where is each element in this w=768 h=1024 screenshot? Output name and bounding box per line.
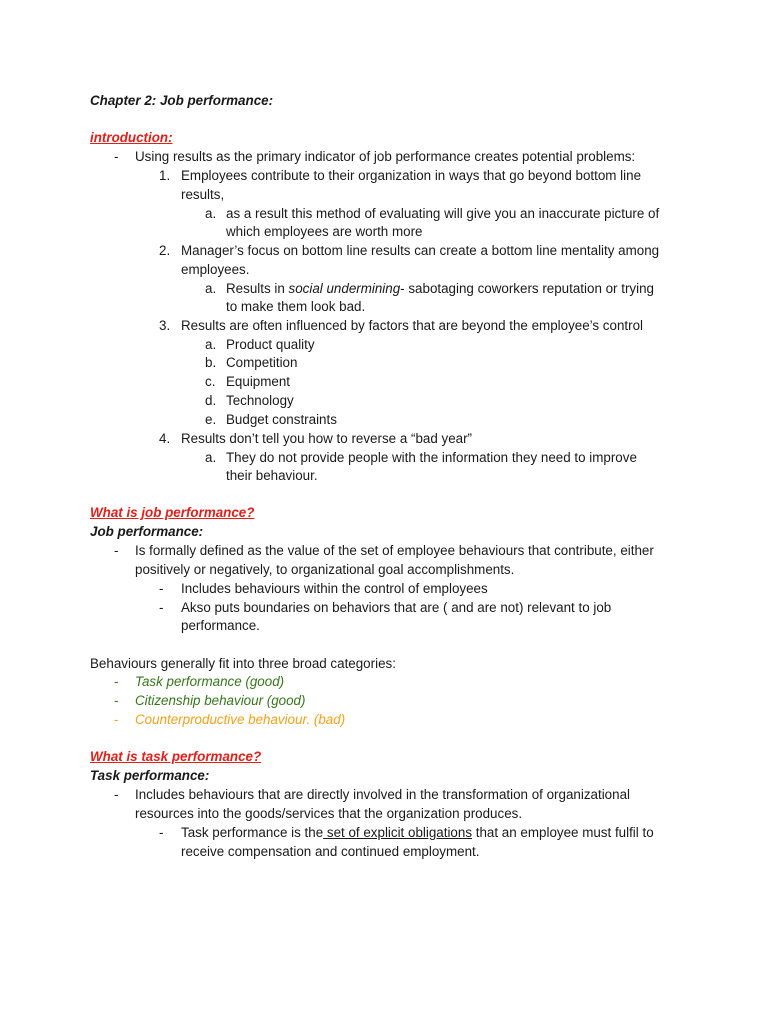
- letter-marker: a.: [205, 337, 217, 352]
- point-2-line-1: Manager’s focus on bottom line results can create a bottom line mentality among: [181, 243, 660, 258]
- jobperf-heading: What is job performance?: [90, 505, 255, 520]
- point-2a-emphasis: social undermining: [288, 281, 401, 296]
- taskperf-s1-post: that an employee must fulfil to: [472, 825, 654, 840]
- category-citizenship: Citizenship behaviour (good): [135, 693, 306, 708]
- letter-marker: c.: [205, 374, 216, 389]
- letter-marker: b.: [205, 355, 217, 370]
- list-item: Budget constraints: [226, 412, 337, 427]
- taskperf-s1-line-2: receive compensation and continued employment.: [181, 844, 480, 859]
- taskperf-s1-pre: Task performance is the: [181, 825, 324, 840]
- point-1-line-2: results,: [181, 187, 225, 202]
- point-4a-line-2: their behaviour.: [226, 468, 318, 483]
- dash-marker: -: [159, 600, 164, 615]
- point-2a-line-2: to make them look bad.: [226, 299, 366, 314]
- behaviours-lead: Behaviours generally fit into three broad categories:: [90, 656, 396, 671]
- point-2a-pre: Results in: [226, 281, 289, 296]
- number-marker: 3.: [159, 318, 171, 333]
- taskperf-b1-line-2: resources into the goods/services that the organization produces.: [135, 806, 523, 821]
- dash-marker: -: [114, 543, 119, 558]
- number-marker: 2.: [159, 243, 171, 258]
- chapter-title: Chapter 2: Job performance:: [90, 93, 274, 108]
- point-2a-line-1: [226, 280, 654, 298]
- intro-lead: Using results as the primary indicator of job performance creates potential problems:: [135, 149, 636, 164]
- category-counterproductive: Counterproductive behaviour. (bad): [135, 712, 346, 727]
- point-4-line-1: Results don’t tell you how to reverse a “bad year”: [181, 431, 473, 446]
- dash-marker: -: [114, 693, 119, 708]
- explicit-obligations-underlined: set of explicit obligations: [323, 825, 473, 840]
- letter-marker: d.: [205, 393, 217, 408]
- point-2a-post: - sabotaging coworkers reputation or trying: [400, 281, 654, 296]
- point-4a-line-1: They do not provide people with the information they need to improve: [226, 450, 637, 465]
- jobperf-sub-2-line-2: performance.: [181, 618, 260, 633]
- point-1-line-1: Employees contribute to their organization in ways that go beyond bottom line: [181, 168, 642, 183]
- dash-marker: -: [114, 712, 119, 727]
- taskperf-heading: What is task performance?: [90, 749, 262, 764]
- point-2-line-2: employees.: [181, 262, 250, 277]
- letter-marker: e.: [205, 412, 217, 427]
- number-marker: 1.: [159, 168, 171, 183]
- letter-marker: a.: [205, 281, 217, 296]
- point-1a-line-1: as a result this method of evaluating will give you an inaccurate picture of: [226, 206, 660, 221]
- dash-marker: -: [114, 674, 119, 689]
- jobperf-sub-2-line-1: Akso puts boundaries on behaviors that are ( and are not) relevant to job: [181, 600, 612, 615]
- category-task: Task performance (good): [135, 674, 285, 689]
- taskperf-s1-line-1: [181, 824, 654, 842]
- jobperf-sub-1: Includes behaviours within the control of employees: [181, 581, 488, 596]
- jobperf-definition-line-2: positively or negatively, to organizational goal accomplishments.: [135, 562, 515, 577]
- list-item: Equipment: [226, 374, 291, 389]
- taskperf-b1-line-1: Includes behaviours that are directly involved in the transformation of organizational: [135, 787, 630, 802]
- dash-marker: -: [159, 825, 164, 840]
- dash-marker: -: [114, 787, 119, 802]
- taskperf-subheading: Task performance:: [90, 768, 210, 783]
- point-3-line-1: Results are often influenced by factors that are beyond the employee’s control: [181, 318, 644, 333]
- number-marker: 4.: [159, 431, 171, 446]
- intro-heading: introduction:: [90, 130, 173, 145]
- dash-marker: -: [159, 581, 164, 596]
- point-1a-line-2: which employees are worth more: [226, 224, 423, 239]
- jobperf-definition-line-1: Is formally defined as the value of the set of employee behaviours that contribute, either: [135, 543, 654, 558]
- letter-marker: a.: [205, 206, 217, 221]
- dash-marker: -: [114, 149, 119, 164]
- list-item: Technology: [226, 393, 294, 408]
- jobperf-subheading: Job performance:: [90, 524, 204, 539]
- letter-marker: a.: [205, 450, 217, 465]
- list-item: Product quality: [226, 337, 315, 352]
- list-item: Competition: [226, 355, 298, 370]
